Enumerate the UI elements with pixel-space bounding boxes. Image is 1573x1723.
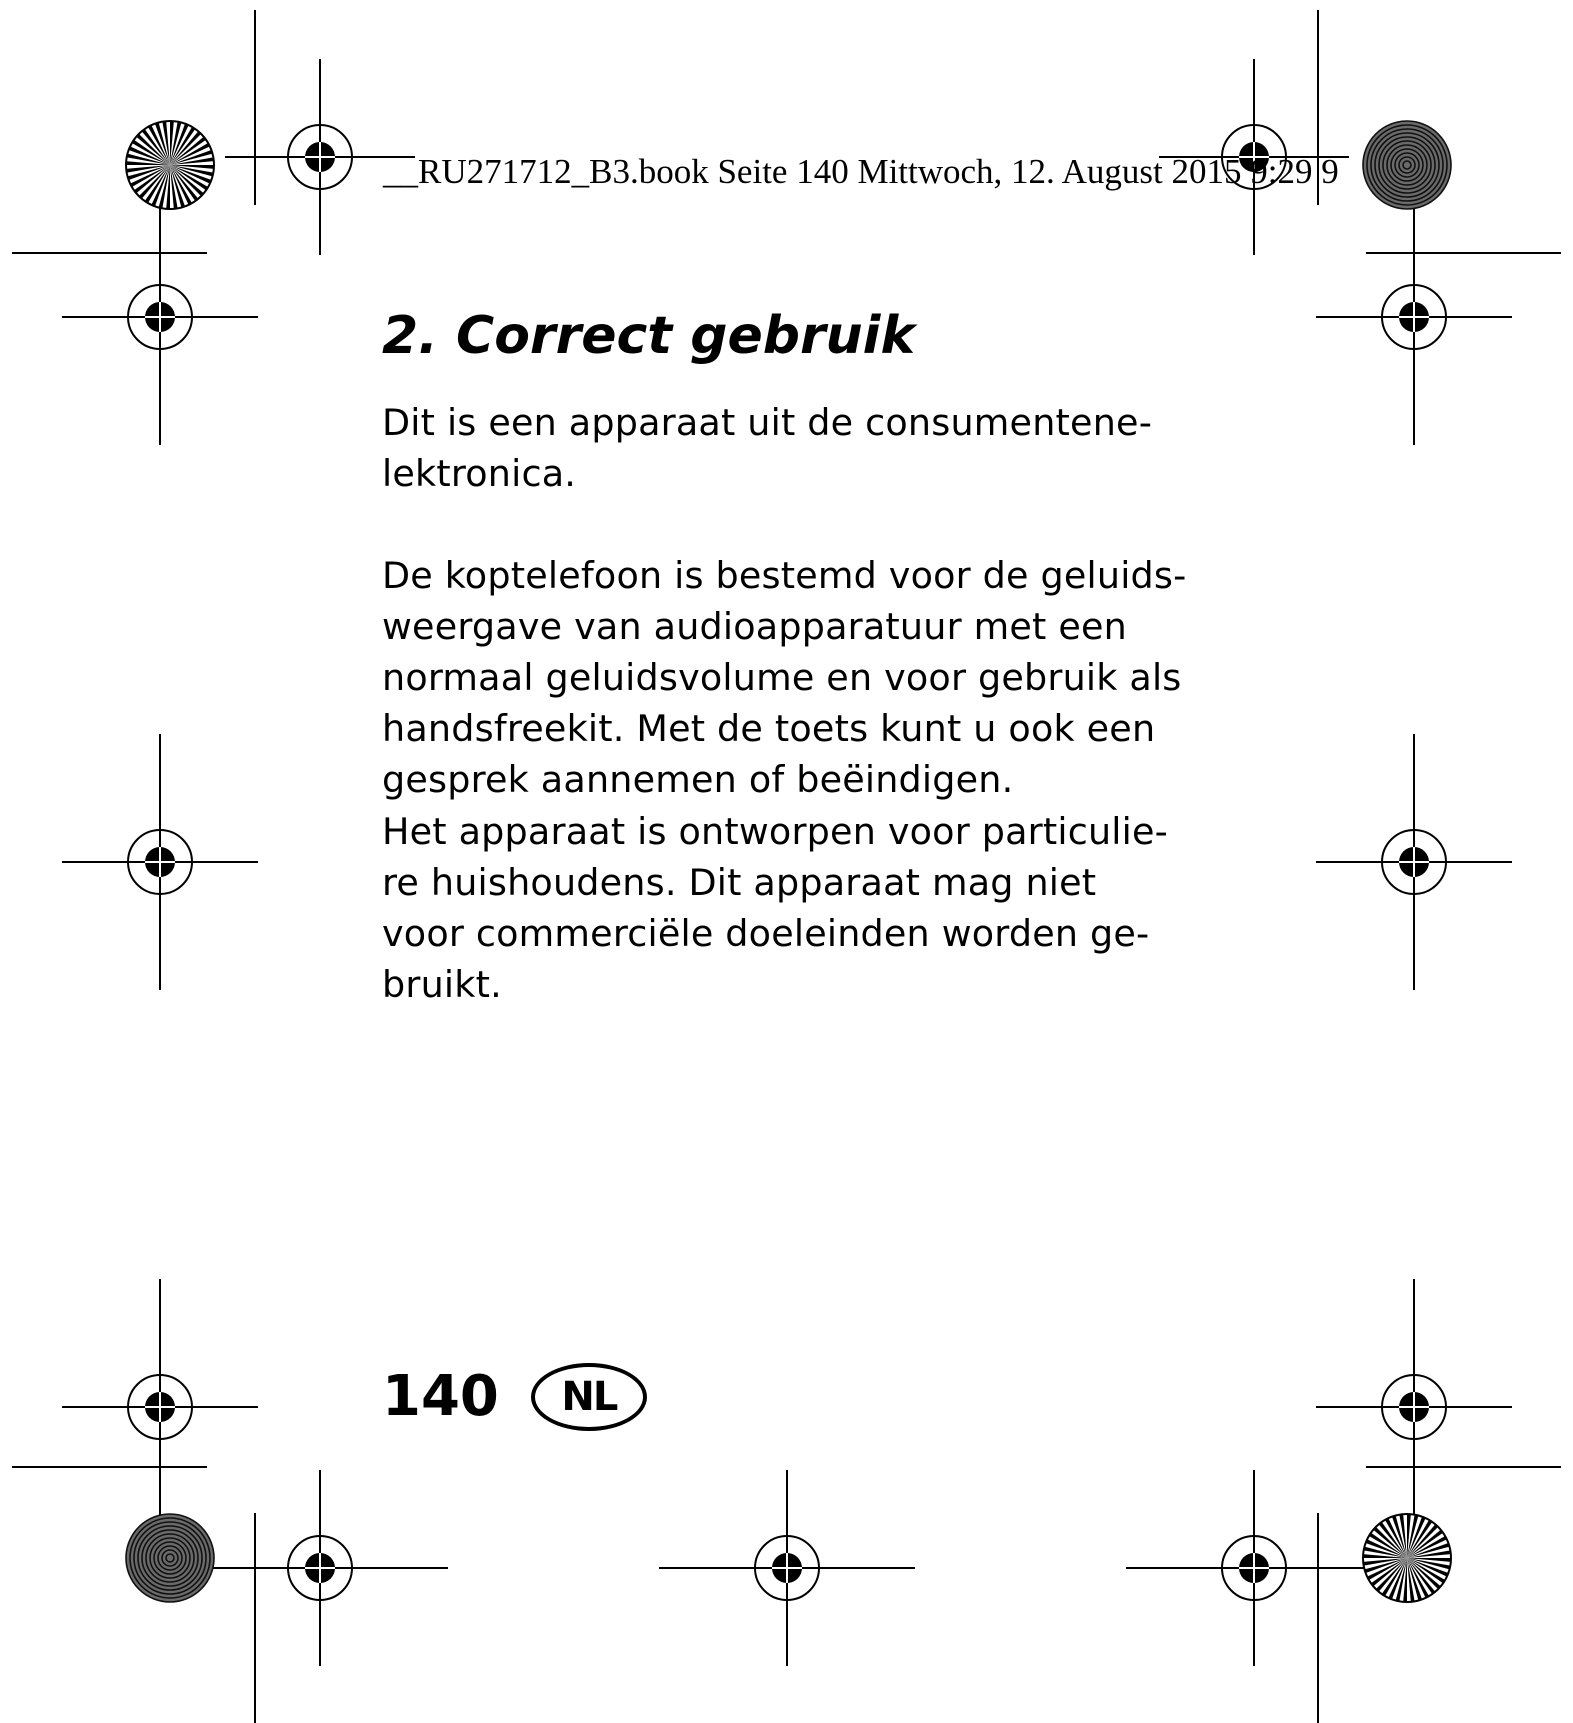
text-line: handsfreekit. Met de toets kunt u ook een (382, 707, 1156, 750)
text-line: normaal geluidsvolume en voor gebruik als (382, 656, 1182, 699)
page-footer (382, 1363, 647, 1431)
page-number: 140 (382, 1364, 499, 1429)
text-line: lektronica. (382, 452, 577, 495)
text-line: Dit is een apparaat uit de consumentene- (382, 401, 1153, 444)
text-line: De koptelefoon is bestemd voor de geluids- (382, 554, 1187, 597)
section-title: 2. Correct gebruik (382, 306, 916, 366)
text-line: weergave van audioapparatuur met een (382, 605, 1127, 648)
starburst-mark (1363, 1514, 1451, 1602)
text-line: re huishoudens. Dit apparaat mag niet (382, 861, 1097, 904)
paragraph-1 (382, 397, 1202, 499)
starburst-mark (126, 121, 214, 209)
paragraph-3 (382, 806, 1202, 1010)
paragraph-2 (382, 550, 1202, 805)
print-slug-line: __RU271712_B3.book Seite 140 Mittwoch, 12. August 2015 9:29 9 (383, 152, 1339, 191)
text-line: voor commerciële doeleinden worden ge- (382, 912, 1150, 955)
text-line: gesprek aannemen of beëindigen. (382, 758, 1014, 801)
text-line: bruikt. (382, 963, 502, 1006)
text-line: Het apparaat is ontworpen voor particulie- (382, 810, 1169, 853)
language-badge: NL (531, 1363, 647, 1431)
